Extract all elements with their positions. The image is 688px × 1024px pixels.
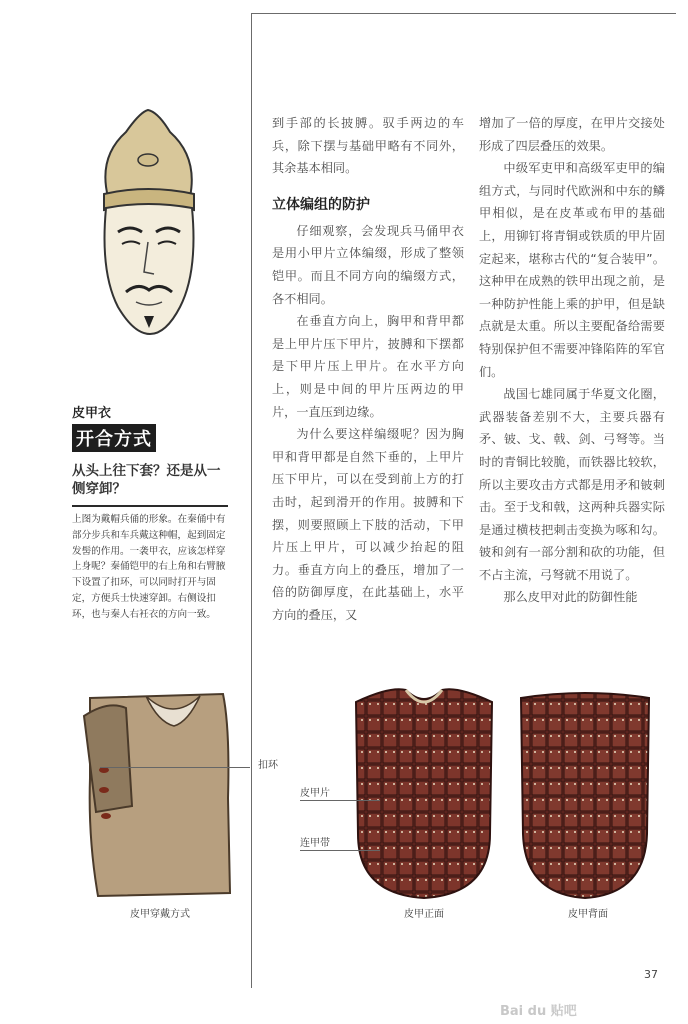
plate-leader-line	[300, 800, 380, 801]
armor-front-illustration	[350, 684, 498, 899]
armor-back-illustration	[515, 684, 655, 899]
buckle-leader-line	[100, 767, 250, 768]
sidebar-divider	[72, 505, 228, 507]
caption-wearing: 皮甲穿戴方式	[130, 909, 190, 920]
col1-paragraph-1: 到手部的长披膊。驭手两边的车兵，除下摆与基础甲略有不同外，其余基本相同。	[272, 116, 464, 176]
buckle-label: 扣环	[258, 760, 278, 771]
text-column-1	[272, 112, 464, 626]
col2-paragraph-3: 战国七雄同属于华夏文化圈，武器装备差别不大，主要兵器有矛、铍、戈、戟、剑、弓弩等。当时的青铜比较脆，而铁器比较软，所以主要攻击方式都是用矛和铍刺击。至于戈和戟，这两种兵器实际是通过横枝把刺击变换为啄和勾。铍和剑有一部分割和砍的功能，但不占主流，弓弩就不用说了。	[479, 387, 665, 582]
sidebar-label-big: 开合方式	[72, 424, 156, 452]
col1-paragraph-2: 仔细观察，会发现兵马俑甲衣是用小甲片立体编缀，形成了整领铠甲。而且不同方向的编缀方式，各不相同。	[272, 223, 464, 306]
plate-label: 皮甲片	[300, 788, 330, 799]
soldier-portrait-illustration	[78, 102, 218, 352]
col2-paragraph-1: 增加了一倍的厚度，在甲片交接处形成了四层叠压的效果。	[479, 116, 665, 153]
col2-paragraph-4: 那么皮甲对此的防御性能	[503, 590, 638, 605]
sidebar-title-block	[72, 405, 232, 498]
page-number: 37	[644, 968, 658, 981]
sidebar-question: 从头上往下套？还是从一侧穿卸？	[72, 463, 221, 497]
sidebar-body-text: 上图为戴帽兵俑的形象。在秦俑中有部分步兵和车兵戴这种帽，起到固定发髻的作用。一袭甲衣，应该怎样穿上身呢？秦俑铠甲的右上角和右臂腋下设置了扣环，可以同时打开与固定，方便兵士快速穿卸。右侧设扣环，也与秦人右衽衣的方向一致。	[72, 514, 226, 620]
text-column-2	[479, 112, 665, 609]
col1-paragraph-4: 为什么要这样编缀呢？因为胸甲和背甲都是自然下垂的，上甲片压下甲片，可以在受到前上方的打击时，起到滑开的作用。披膊和下摆，则要照顾上下肢的活动，下甲片压上甲片，可以减少抬起的阻力。垂直方向上的叠压，增加了一倍的防御厚度，在此基础上，水平方向的叠压，又	[272, 427, 464, 622]
leather-armor-wearing-illustration	[78, 688, 238, 903]
caption-front: 皮甲正面	[404, 909, 444, 920]
strap-label: 连甲带	[300, 838, 330, 849]
caption-back: 皮甲背面	[568, 909, 608, 920]
col1-paragraph-3: 在垂直方向上，胸甲和背甲都是上甲片压下甲片，披膊和下摆都是下甲片压上甲片。在水平方向上，则是中间的甲片压两边的甲片，一直压到边缘。	[272, 314, 464, 419]
strap-leader-line	[300, 850, 380, 851]
sidebar-label-small: 皮甲衣	[72, 406, 112, 421]
watermark: Bai du 贴吧	[500, 1004, 577, 1019]
section-heading: 立体编组的防护	[272, 196, 370, 213]
col2-paragraph-2: 中级军吏甲和高级军吏甲的编组方式，与同时代欧洲和中东的鳞甲相似，是在皮革或布甲的基础上，用铆钉将青铜或铁质的甲片固定起来，堪称古代的“复合装甲”。这种甲在成熟的铁甲出现之前，是一种防护性能上乘的护甲，但是缺点就是太重。所以主要配备给需要特别保护但不需要冲锋陷阵的军官们。	[479, 161, 665, 379]
